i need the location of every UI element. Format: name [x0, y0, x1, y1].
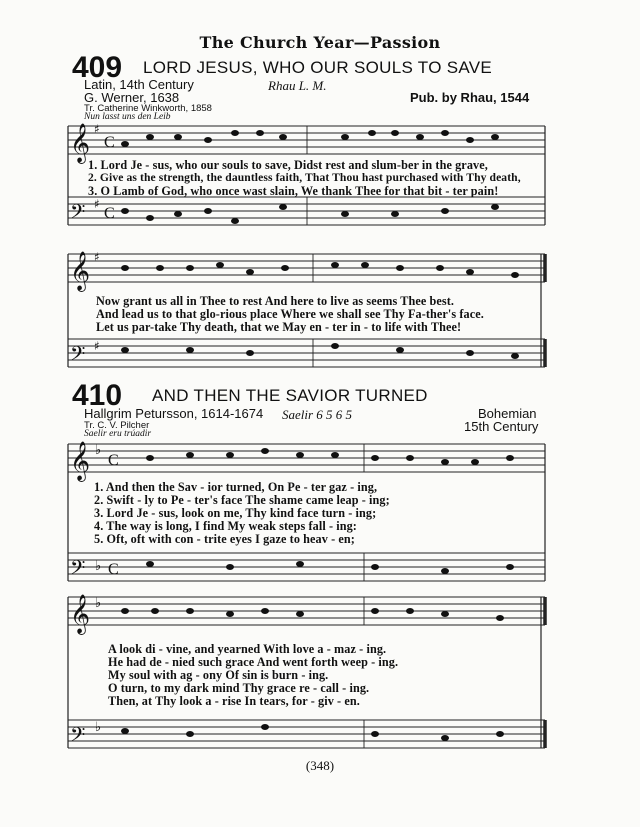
bass-clef-icon: 𝄢 [70, 342, 86, 370]
note [261, 608, 269, 614]
note [186, 347, 194, 353]
note [496, 731, 504, 737]
common-time-icon: C [104, 134, 115, 151]
note [121, 208, 129, 214]
note [186, 731, 194, 737]
note [361, 262, 369, 268]
note [331, 452, 339, 458]
note [511, 272, 519, 278]
note [246, 350, 254, 356]
common-time-icon: C [108, 561, 119, 578]
translator: Tr. C. V. Pilcher [84, 420, 150, 431]
note [371, 608, 379, 614]
translator: Tr. Catherine Winkworth, 1858 [84, 103, 212, 114]
page-number: (348) [305, 758, 335, 773]
note [441, 459, 449, 465]
note [331, 262, 339, 268]
page-header: The Church Year—Passion [199, 33, 441, 52]
tune-name: Rhau L. M. [268, 78, 327, 93]
note [506, 455, 514, 461]
note [441, 735, 449, 741]
note [226, 452, 234, 458]
note [216, 262, 224, 268]
common-time-icon: C [104, 205, 115, 222]
treble-clef-icon: 𝄞 [70, 123, 91, 163]
note [281, 265, 289, 271]
note [466, 350, 474, 356]
hymn-title: LORD JESUS, WHO OUR SOULS TO SAVE [143, 58, 493, 77]
verse-line: O turn, to my dark mind Thy grace re - call - ing. [108, 681, 370, 695]
note [226, 611, 234, 617]
verse-line: Let us par-take Thy death, that we May en - ter in - to life with Thee! [96, 320, 462, 334]
verse-line: Now grant us all in Thee to rest And here to live as seems Thee best. [96, 294, 455, 308]
note [231, 218, 239, 224]
verse-line: 3. Lord Je - sus, look on me, Thy kind face turn - ing; [94, 506, 377, 520]
verse-line: 2. Swift - ly to Pe - ter's face The shame came leap - ing; [94, 493, 390, 507]
note [396, 347, 404, 353]
note [436, 265, 444, 271]
note [121, 347, 129, 353]
note [491, 134, 499, 140]
note [146, 455, 154, 461]
verse-line: 2. Give as the strength, the dauntless faith, That Thou hast purchased with Thy death, [88, 171, 521, 184]
sharp-icon: ♯ [94, 122, 100, 136]
bass-clef-icon: 𝄢 [70, 723, 86, 751]
note [441, 208, 449, 214]
note [341, 134, 349, 140]
note [186, 608, 194, 614]
note [146, 215, 154, 221]
note [121, 141, 129, 147]
note [371, 731, 379, 737]
verse-line: And lead us to that glo-rious place Where we shall see Thy Fa-ther's face. [96, 307, 484, 321]
verse-line: A look di - vine, and yearned With love a - maz - ing. [108, 642, 387, 656]
note [226, 564, 234, 570]
sharp-icon: ♯ [94, 339, 100, 353]
note [391, 211, 399, 217]
tune-origin: Bohemian [478, 406, 537, 421]
note [279, 204, 287, 210]
original-title: Saelir eru trúadir [84, 429, 152, 439]
note [186, 452, 194, 458]
note [416, 134, 424, 140]
sharp-icon: ♯ [94, 250, 100, 264]
hymn-number: 410 [72, 379, 123, 412]
note [156, 265, 164, 271]
note [296, 611, 304, 617]
note [296, 561, 304, 567]
treble-clef-icon: 𝄞 [70, 441, 91, 481]
note [371, 564, 379, 570]
note [371, 455, 379, 461]
note [151, 608, 159, 614]
note [441, 130, 449, 136]
note [261, 724, 269, 730]
flat-icon: ♭ [95, 443, 102, 458]
note [204, 137, 212, 143]
flat-icon: ♭ [95, 720, 102, 735]
note [368, 130, 376, 136]
note [466, 137, 474, 143]
publisher: Pub. by Rhau, 1544 [410, 90, 530, 105]
verse-line: 1. And then the Sav - ior turned, On Pe - ter gaz - ing, [94, 480, 378, 494]
note [471, 459, 479, 465]
note [204, 208, 212, 214]
verse-line: He had de - nied such grace And went forth weep - ing. [108, 655, 399, 669]
original-title: Nun lasst uns den Leib [84, 112, 171, 122]
bass-clef-icon: 𝄢 [70, 200, 86, 228]
note [121, 265, 129, 271]
note [279, 134, 287, 140]
text-source: Latin, 14th Century [84, 77, 194, 92]
note [146, 134, 154, 140]
note [331, 343, 339, 349]
text-author: G. Werner, 1638 [84, 90, 180, 105]
note [466, 269, 474, 275]
note [396, 265, 404, 271]
common-time-icon: C [108, 452, 119, 469]
note [121, 608, 129, 614]
verse-line: 4. The way is long, I find My weak steps fall - ing: [94, 519, 357, 533]
note [231, 130, 239, 136]
note [441, 611, 449, 617]
note [146, 561, 154, 567]
verse-line: My soul with ag - ony Of sin is burn - ing. [108, 668, 329, 682]
note [174, 134, 182, 140]
note [121, 728, 129, 734]
flat-icon: ♭ [95, 596, 102, 611]
verse-line: Then, at Thy look a - rise In tears, for - giv - en. [108, 694, 360, 708]
note [441, 568, 449, 574]
treble-clef-icon: 𝄞 [70, 251, 91, 291]
note [496, 615, 504, 621]
hymn-number: 409 [72, 51, 123, 84]
sharp-icon: ♯ [94, 197, 100, 211]
note [511, 353, 519, 359]
flat-icon: ♭ [95, 559, 102, 574]
note [296, 452, 304, 458]
note [491, 204, 499, 210]
tune-name: Saelir 6 5 6 5 [282, 407, 353, 422]
note [261, 448, 269, 454]
note [174, 211, 182, 217]
note [246, 269, 254, 275]
note [406, 455, 414, 461]
text-author: Hallgrim Petursson, 1614-1674 [84, 406, 264, 421]
note [406, 608, 414, 614]
verse-line: 1. Lord Je - sus, who our souls to save, Didst rest and slum-ber in the grave, [88, 158, 488, 172]
verse-line: 5. Oft, oft with con - trite eyes I gaze to heav - en; [94, 532, 355, 546]
note [506, 564, 514, 570]
bass-clef-icon: 𝄢 [70, 556, 86, 584]
verse-line: 3. O Lamb of God, who once wast slain, We thank Thee for that bit - ter pain! [88, 184, 499, 198]
note [186, 265, 194, 271]
note [391, 130, 399, 136]
tune-century: 15th Century [464, 419, 539, 434]
treble-clef-icon: 𝄞 [70, 594, 91, 634]
note [341, 211, 349, 217]
note [256, 130, 264, 136]
hymn-title: AND THEN THE SAVIOR TURNED [152, 386, 428, 405]
